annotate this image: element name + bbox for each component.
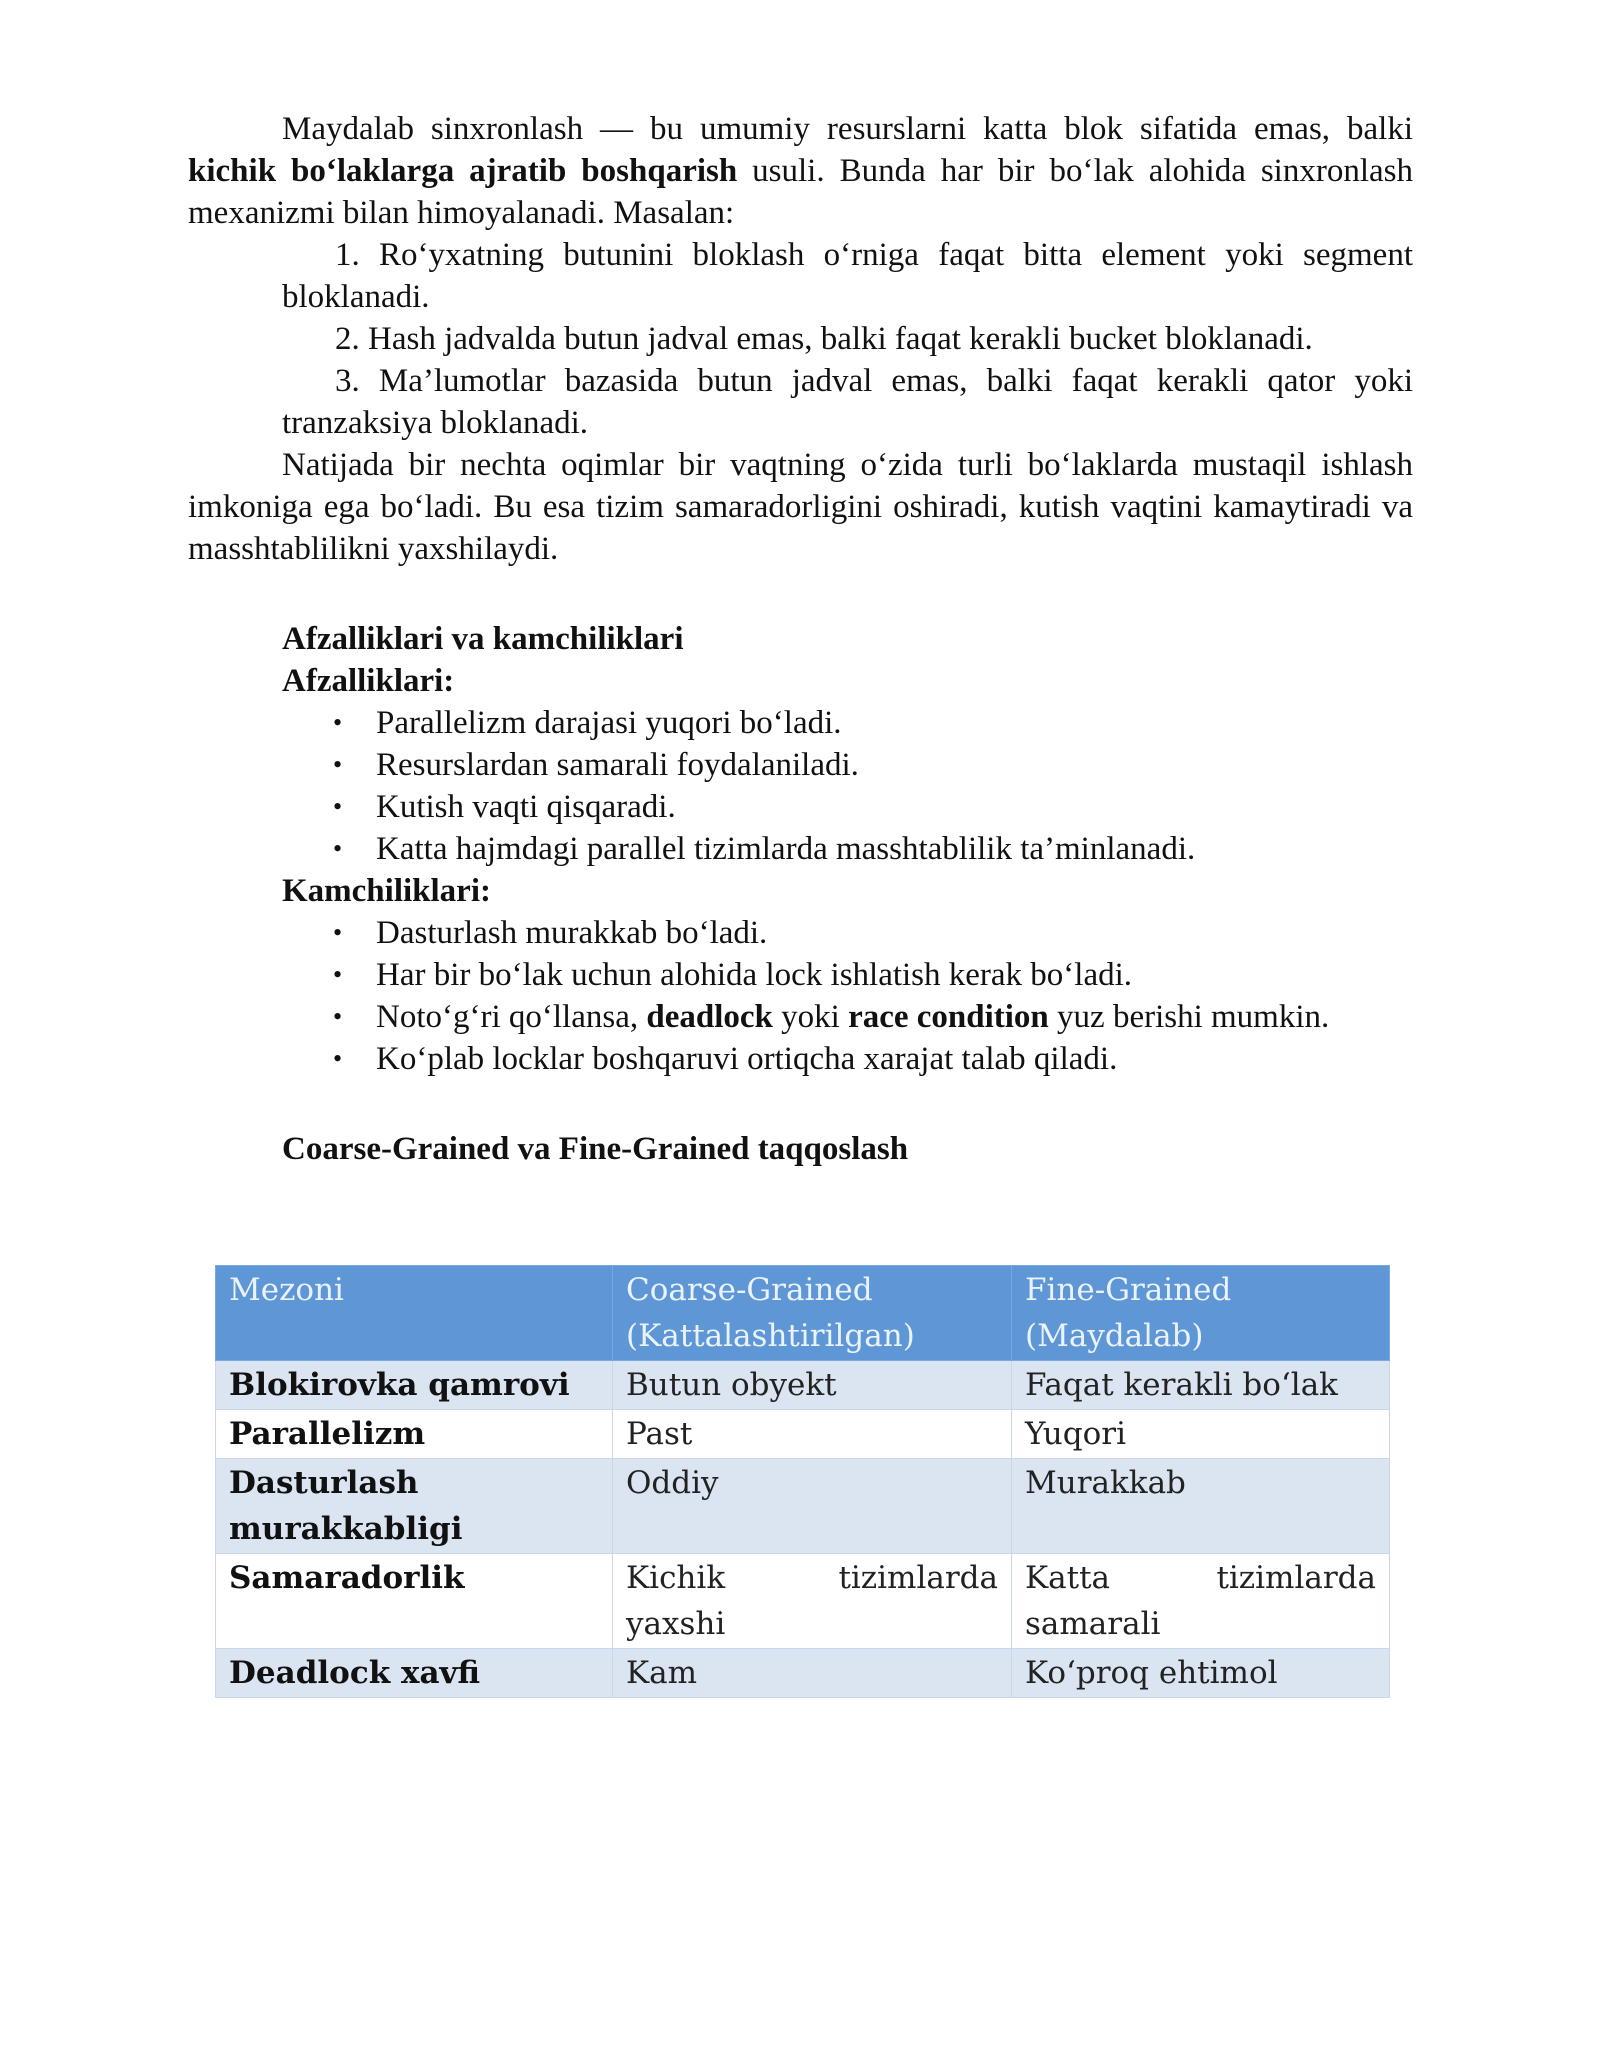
disadvantages-heading: Kamchiliklari: xyxy=(282,873,491,909)
table-row xyxy=(216,1554,1390,1649)
table-row xyxy=(216,1361,1390,1410)
table-header-cell: Fine-Grained (Maydalab) xyxy=(1012,1266,1390,1361)
table-header-cell: Mezoni xyxy=(216,1266,613,1361)
conclusion-paragraph: Natijada bir nechta oqimlar bir vaqtning o‘zida turli bo‘laklarda mustaqil ishlash imkoniga ega bo‘ladi. Bu esa tizim samaradorligini oshiradi, kutish vaqtini kamaytiradi va masshtablilikni yaxshilaydi. xyxy=(188,447,1413,567)
table-cell: Parallelizm xyxy=(216,1410,613,1459)
table-cell: Katta tizimlarda samarali xyxy=(1012,1554,1390,1649)
bullet-icon: • xyxy=(333,834,343,863)
table-row xyxy=(216,1410,1390,1459)
disadvantage-item: • Ko‘plab locklar boshqaruvi ortiqcha xarajat talab qiladi. xyxy=(188,1038,1413,1080)
advantage-item: • Parallelizm darajasi yuqori bo‘ladi. xyxy=(188,702,1413,744)
table-cell: Oddiy xyxy=(613,1459,1012,1554)
bullet-icon: • xyxy=(333,750,343,779)
document-page xyxy=(188,108,1413,1170)
table-row xyxy=(216,1649,1390,1698)
bullet-icon: • xyxy=(333,792,343,821)
intro-text-b: usuli. Bunda har bir bo‘lak alohida sinxronlash mexanizmi bilan himoyalanadi. Masalan: xyxy=(188,153,1413,231)
table-cell: Ko‘proq ehtimol xyxy=(1012,1649,1390,1698)
intro-bold-text: kichik bo‘laklarga ajratib boshqarish xyxy=(188,153,738,189)
advantage-item: • Resurslardan samarali foydalaniladi. xyxy=(188,744,1413,786)
bullet-icon: • xyxy=(333,960,343,989)
table-cell: Kam xyxy=(613,1649,1012,1698)
comparison-table xyxy=(215,1265,1390,1698)
example-item-1: 1. Ro‘yxatning butunini bloklash o‘rniga faqat bitta element yoki segment bloklanadi. xyxy=(282,237,1413,315)
section-heading-pros-cons: Afzalliklari va kamchiliklari xyxy=(282,621,684,657)
advantage-item: • Katta hajmdagi parallel tizimlarda masshtablilik ta’minlanadi. xyxy=(188,828,1413,870)
table-cell: Blokirovka qamrovi xyxy=(216,1361,613,1410)
table-cell: Samaradorlik xyxy=(216,1554,613,1649)
table-cell: Deadlock xavfi xyxy=(216,1649,613,1698)
bullet-icon: • xyxy=(333,1044,343,1073)
table-cell: Faqat kerakli bo‘lak xyxy=(1012,1361,1390,1410)
intro-paragraph xyxy=(188,108,1413,234)
table-header-cell: Coarse-Grained (Kattalashtirilgan) xyxy=(613,1266,1012,1361)
advantages-heading: Afzalliklari: xyxy=(282,663,455,699)
disadvantage-item: • Noto‘g‘ri qo‘llansa, deadlock yoki race condition yuz berishi mumkin. xyxy=(188,996,1413,1038)
disadvantage-item: • Har bir bo‘lak uchun alohida lock ishlatish kerak bo‘ladi. xyxy=(188,954,1413,996)
advantage-item: • Kutish vaqti qisqaradi. xyxy=(188,786,1413,828)
bullet-icon: • xyxy=(333,708,343,737)
section-heading-comparison: Coarse-Grained va Fine-Grained taqqoslash xyxy=(282,1131,909,1167)
example-item-3: 3. Ma’lumotlar bazasida butun jadval emas, balki faqat kerakli qator yoki tranzaksiya bloklanadi. xyxy=(282,363,1413,441)
table-cell: Butun obyekt xyxy=(613,1361,1012,1410)
table-cell: Kichik tizimlarda yaxshi xyxy=(613,1554,1012,1649)
intro-text-a: Maydalab sinxronlash — bu umumiy resurslarni katta blok sifatida emas, balki xyxy=(282,111,1413,147)
table-cell: Dasturlash murakkabligi xyxy=(216,1459,613,1554)
disadvantage-item: • Dasturlash murakkab bo‘ladi. xyxy=(188,912,1413,954)
bullet-icon: • xyxy=(333,1002,343,1031)
table-cell: Past xyxy=(613,1410,1012,1459)
table-cell: Murakkab xyxy=(1012,1459,1390,1554)
table-row xyxy=(216,1459,1390,1554)
bullet-icon: • xyxy=(333,918,343,947)
table-header-row xyxy=(216,1266,1390,1361)
example-item-2: 2. Hash jadvalda butun jadval emas, balki faqat kerakli bucket bloklanadi. xyxy=(335,321,1313,357)
table-cell: Yuqori xyxy=(1012,1410,1390,1459)
